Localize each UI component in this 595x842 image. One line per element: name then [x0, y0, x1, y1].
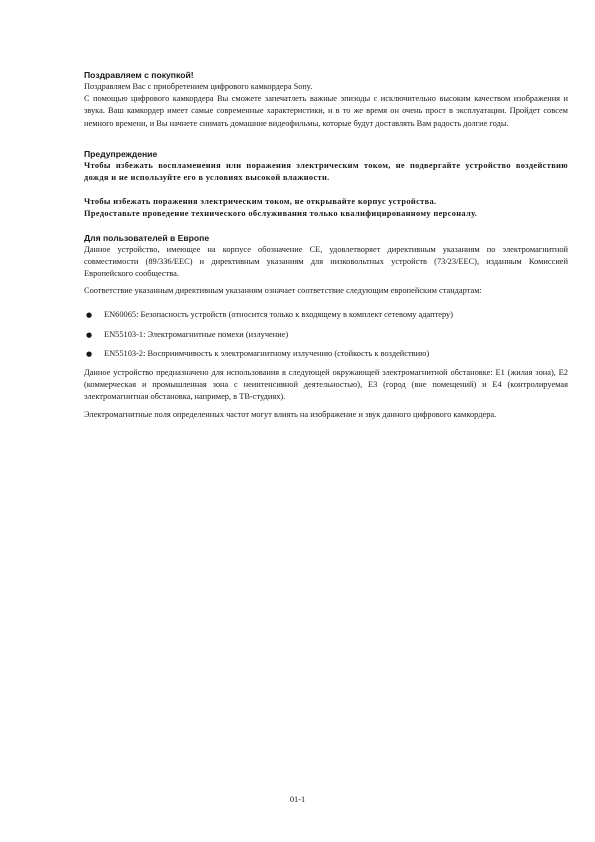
list-item — [84, 329, 568, 341]
list-item — [84, 309, 568, 321]
europe-paragraph-3: Данное устройство предназначено для использования в следующей окружающей электромагнитной обстановке: E1 (жилая зона), E2 (коммерческая и промышленная зона с неинтенсивной деятельностью), E3 (город (вне помещений) и E4 (контролируемая электромагнитная обстановка, например, в ТВ-студиях). — [84, 368, 568, 402]
page-number: 01-1 — [289, 795, 306, 804]
europe-heading: Для пользователей в Европе — [84, 232, 210, 243]
standard-text: EN60065: Безопасность устройств (относится только к входящему в комплект сетевому адаптеру) — [104, 310, 454, 320]
standards-list — [84, 309, 568, 360]
bullet-icon: ● — [86, 330, 93, 339]
warning-service-text: Предоставьте проведение технического обслуживания только квалифицированному персоналу. — [84, 209, 478, 219]
intro-line-1: Поздравляем Вас с приобретением цифрового камкордера Sony. — [84, 82, 313, 91]
europe-paragraph-4: Электромагнитные поля определенных частот могут влиять на изображение и звук данного цифрового камкордера. — [84, 409, 497, 419]
standard-text: EN55103-1: Электромагнитные помехи (излучение) — [104, 329, 289, 339]
europe-paragraph-1: Данное устройство, имеющее на корпусе обозначение CE, удовлетворяет директивным указаниям по электромагнитной совместимости (89/336/EEC) и директивным указаниям для низковольтных устройств (73/23/EEC), изданным Комиссией Европейского сообщества. — [84, 244, 568, 279]
warning-heading: Предупреждение — [84, 148, 158, 159]
europe-paragraph-2: Соответствие указанным директивным указаниям означает соответствие следующим европейским стандартам: — [84, 286, 482, 296]
warning-shock-text: Чтобы избежать поражения электрическим током, не открывайте корпус устройства. — [84, 197, 437, 207]
warning-fire-text: Чтобы избежать воспламенения или поражения электрическим током, не подвергайте устройство воздействию дождя и не используйте его в условиях высокой влажности. — [84, 160, 568, 183]
list-item — [84, 348, 568, 360]
intro-paragraph: С помощью цифрового камкордера Вы сможете запечатлеть важные эпизоды с исключительно высоким качеством изображения и звука. Ваш камкордер имеет самые современные характеристики, и в то же время он очень прост в эксплуатации. Пройдет совсем немного времени, и Вы начнете снимать домашние видеофильмы, которые будут доставлять Вам радость долгие годы. — [84, 94, 568, 128]
bullet-icon: ● — [86, 311, 93, 320]
document-body — [84, 70, 568, 421]
standard-text: EN55103-2: Восприимчивость к электромагнитному излучению (стойкость к воздействию) — [104, 348, 430, 358]
bullet-icon: ● — [86, 349, 93, 358]
intro-heading: Поздравляем с покупкой! — [84, 70, 194, 80]
